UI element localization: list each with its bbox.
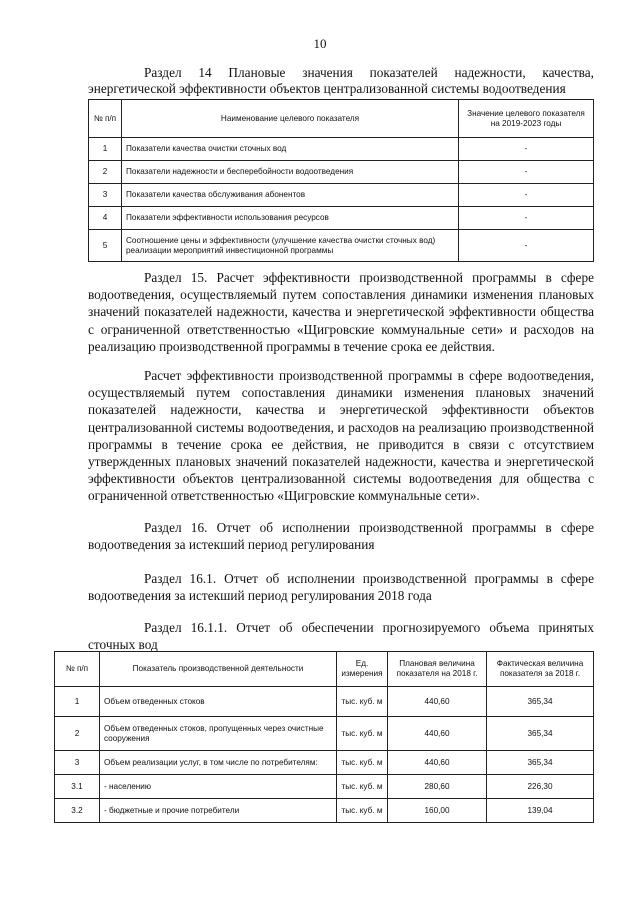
row-fact: 226,30	[487, 775, 594, 799]
col-header-fact: Фактическая величина показателя за 2018 г.	[487, 652, 594, 687]
row-num: 2	[55, 717, 100, 751]
section-16-1-title: Раздел 16.1. Отчет об исполнении производственной программы в сфере водоотведения за истекший период регулирования 2018 года	[88, 571, 594, 604]
row-name: - населению	[100, 775, 337, 799]
row-num: 3	[89, 184, 122, 207]
table-row	[89, 207, 594, 230]
table-row	[89, 230, 594, 262]
row-name: Показатели качества обслуживания абонентов	[122, 184, 459, 207]
row-plan: 440,60	[388, 751, 487, 775]
row-value: -	[459, 207, 594, 230]
row-plan: 280,60	[388, 775, 487, 799]
row-fact: 365,34	[487, 687, 594, 717]
col-header-name: Наименование целевого показателя	[122, 100, 459, 138]
row-fact: 365,34	[487, 751, 594, 775]
row-plan: 440,60	[388, 717, 487, 751]
row-unit: тыс. куб. м	[337, 751, 388, 775]
row-name: - бюджетные и прочие потребители	[100, 799, 337, 823]
col-header-unit: Ед. измерения	[337, 652, 388, 687]
row-name: Показатели качества очистки сточных вод	[122, 138, 459, 161]
section-16-1-1-title: Раздел 16.1.1. Отчет об обеспечении прогнозируемого объема принятых сточных вод	[88, 620, 594, 653]
row-num: 3.1	[55, 775, 100, 799]
col-header-indicator: Показатель производственной деятельности	[100, 652, 337, 687]
table-row	[89, 138, 594, 161]
row-name: Объем отведенных стоков, пропущенных через очистные сооружения	[100, 717, 337, 751]
row-num: 1	[89, 138, 122, 161]
row-num: 1	[55, 687, 100, 717]
row-fact: 139,04	[487, 799, 594, 823]
row-value: -	[459, 230, 594, 262]
row-num: 2	[89, 161, 122, 184]
row-num: 4	[89, 207, 122, 230]
row-num: 5	[89, 230, 122, 262]
col-header-value: Значение целевого показателя на 2019-2023 годы	[459, 100, 594, 138]
row-value: -	[459, 184, 594, 207]
section-16-title: Раздел 16. Отчет об исполнении производственной программы в сфере водоотведения за истекший период регулирования	[88, 520, 594, 553]
row-name: Соотношение цены и эффективности (улучшение качества очистки сточных вод) реализации мероприятий инвестиционной программы	[122, 230, 459, 262]
section-14-title: Раздел 14 Плановые значения показателей надежности, качества, энергетической эффективности объектов централизованной системы водоотведения	[88, 65, 594, 96]
section-16-1-1-table	[54, 651, 594, 823]
row-name: Объем отведенных стоков	[100, 687, 337, 717]
table-row	[55, 717, 594, 751]
col-header-num: № п/п	[89, 100, 122, 138]
row-name: Показатели эффективности использования ресурсов	[122, 207, 459, 230]
page-number: 10	[313, 36, 327, 51]
row-name: Показатели надежности и бесперебойности водоотведения	[122, 161, 459, 184]
table-row	[55, 775, 594, 799]
section-15-body: Расчет эффективности производственной программы в сфере водоотведения, осуществляемый путем сопоставления динамики изменения плановых значений показателей надежности, качества и энергетической эффективности объектов централизованной системы водоотведения, и расходов на реализацию производственной программы в течение срока ее действия, не приводится в связи с отсутствием утвержденных плановых значений показателей надежности, качества и энергетической эффективности объектов централизованной системы водоотведения для общества с ограниченной ответственностью «Щигровские коммунальные сети».	[88, 368, 594, 504]
row-name: Объем реализации услуг, в том числе по потребителям:	[100, 751, 337, 775]
row-value: -	[459, 161, 594, 184]
table-row	[55, 751, 594, 775]
table-row	[89, 184, 594, 207]
col-header-plan: Плановая величина показателя на 2018 г.	[388, 652, 487, 687]
table-row	[55, 799, 594, 823]
row-value: -	[459, 138, 594, 161]
row-num: 3.2	[55, 799, 100, 823]
section-15-title: Раздел 15. Расчет эффективности производственной программы в сфере водоотведения, осуществляемый путем сопоставления динамики изменения плановых значений показателей надежности, качества и энергетической эффективности общества с ограниченной ответственностью «Щигровские коммунальные сети» и расходов на реализацию производственной программы в течение срока ее действия.	[88, 270, 594, 354]
section-14-table	[88, 99, 594, 262]
row-unit: тыс. куб. м	[337, 687, 388, 717]
row-num: 3	[55, 751, 100, 775]
row-fact: 365,34	[487, 717, 594, 751]
col-header-num: № п/п	[55, 652, 100, 687]
row-unit: тыс. куб. м	[337, 799, 388, 823]
table-row	[55, 687, 594, 717]
row-unit: тыс. куб. м	[337, 717, 388, 751]
row-unit: тыс. куб. м	[337, 775, 388, 799]
table-row	[89, 161, 594, 184]
row-plan: 440,60	[388, 687, 487, 717]
row-plan: 160,00	[388, 799, 487, 823]
